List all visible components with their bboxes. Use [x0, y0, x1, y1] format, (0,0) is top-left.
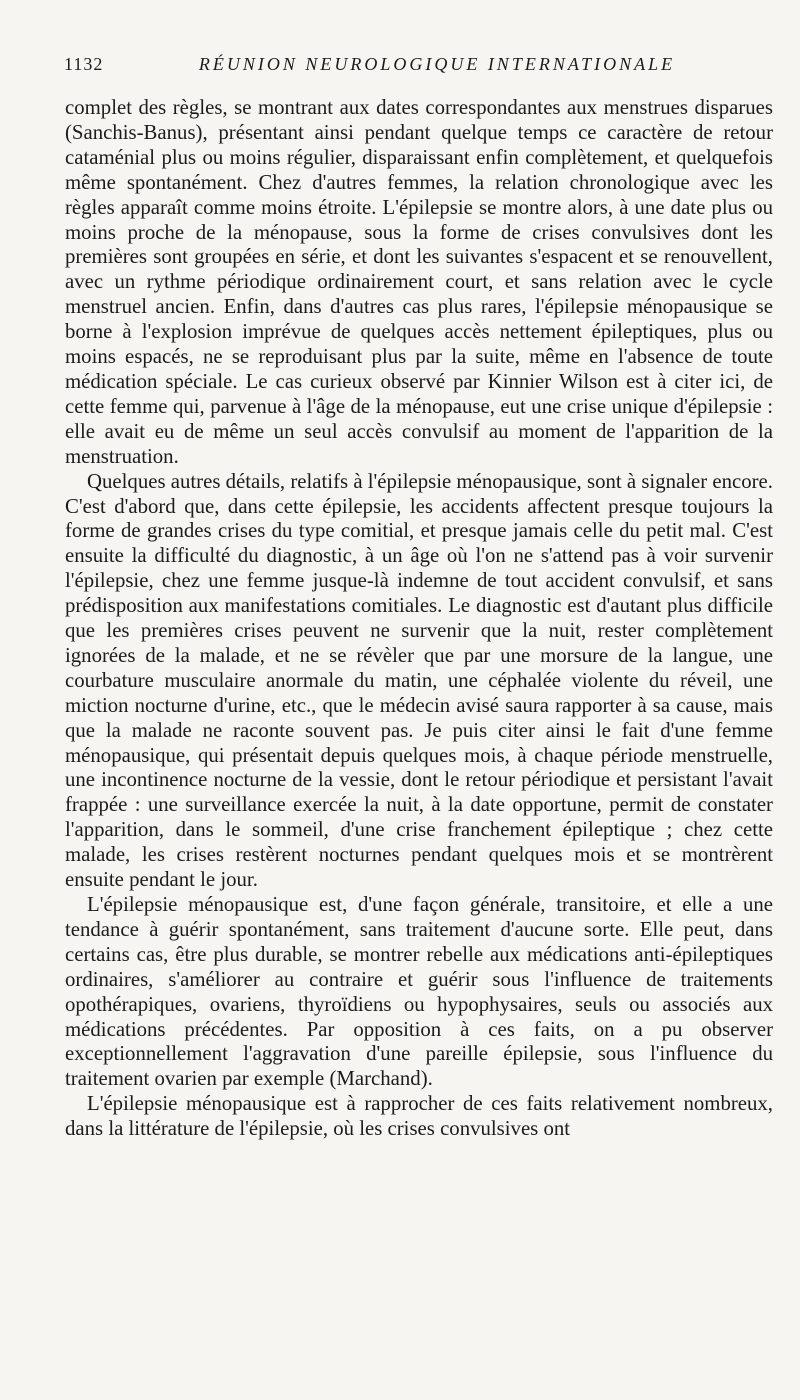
paragraph: complet des règles, se montrant aux dates correspondantes aux menstrues disparues (Sanchis-Banus), présentant ainsi pendant quelque temps ce caractère de retour cataménial plus ou moins régulier, disparaissant enfin complètement, et quelquefois même spontanément. Chez d'autres femmes, la relation chronologique avec les règles apparaît comme moins étroite. L'épilepsie se montre alors, à une date plus ou moins proche de la ménopause, sous la forme de crises convulsives dont les premières sont groupées en série, et dont les suivantes s'espacent et se renouvellent, avec un rythme périodique ordinairement court, et sans relation avec le cycle menstruel ancien. Enfin, dans d'autres cas plus rares, l'épilepsie ménopausique se borne à l'explosion imprévue de quelques accès nettement épileptiques, plus ou moins espacés, ne se reproduisant plus par la suite, même en l'absence de toute médication spéciale. Le cas curieux observé par Kinnier Wilson est à citer ici, de cette femme qui, parvenue à l'âge de la ménopause, eut une crise unique d'épilepsie : elle avait eu de même un seul accès convulsif au moment de l'apparition de la menstruation. [65, 96, 773, 468]
paragraph: Quelques autres détails, relatifs à l'épilepsie ménopausique, sont à signaler encore. C'est d'abord que, dans cette épilepsie, les accidents affectent presque toujours la forme de grandes crises du type comitial, et presque jamais celle du petit mal. C'est ensuite la difficulté du diagnostic, à un âge où l'on ne s'attend pas à voir survenir l'épilepsie, chez une femme jusque-là indemne de tout accident convulsif, et sans prédisposition aux manifestations comitiales. Le diagnostic est d'autant plus difficile que les premières crises peuvent ne survenir que la nuit, rester complètement ignorées de la malade, et ne se révèler que par une morsure de la langue, une courbature musculaire anormale du matin, une céphalée violente du réveil, une miction nocturne d'urine, etc., que le médecin avisé saura rapporter à sa cause, mais que la malade ne raconte souvent pas. Je puis citer ainsi le fait d'une femme ménopausique, qui présentait depuis quelques mois, à chaque période menstruelle, une incontinence nocturne de la vessie, dont le retour périodique et persistant l'avait frappée : une surveillance exercée la nuit, à la date opportune, permit de constater l'apparition, dans le sommeil, d'une crise franchement épileptique ; chez cette malade, les crises restèrent nocturnes pendant quelques mois et se montrèrent ensuite pendant le jour. [65, 469, 773, 892]
running-title: RÉUNION NEUROLOGIQUE INTERNATIONALE [198, 53, 676, 74]
page-number: 1132 [64, 53, 104, 74]
paragraph: L'épilepsie ménopausique est, d'une façon générale, transitoire, et elle a une tendance à guérir spontanément, sans traitement d'aucune sorte. Elle peut, dans certains cas, être plus durable, se montrer rebelle aux médications anti-épileptiques ordinaires, s'améliorer au contraire et guérir sous l'influence de traitements opothérapiques, ovariens, thyroïdiens ou hypophysaires, seuls ou associés aux médications précédentes. Par opposition à ces faits, on a pu observer exceptionnellement l'aggravation d'une pareille épilepsie, sous l'influence du traitement ovarien par exemple (Marchand). [65, 893, 773, 1091]
paragraph: L'épilepsie ménopausique est à rapprocher de ces faits relativement nombreux, dans la littérature de l'épilepsie, où les crises convulsives ont [65, 1092, 773, 1141]
body-text [65, 96, 773, 1142]
page-header [64, 49, 760, 79]
